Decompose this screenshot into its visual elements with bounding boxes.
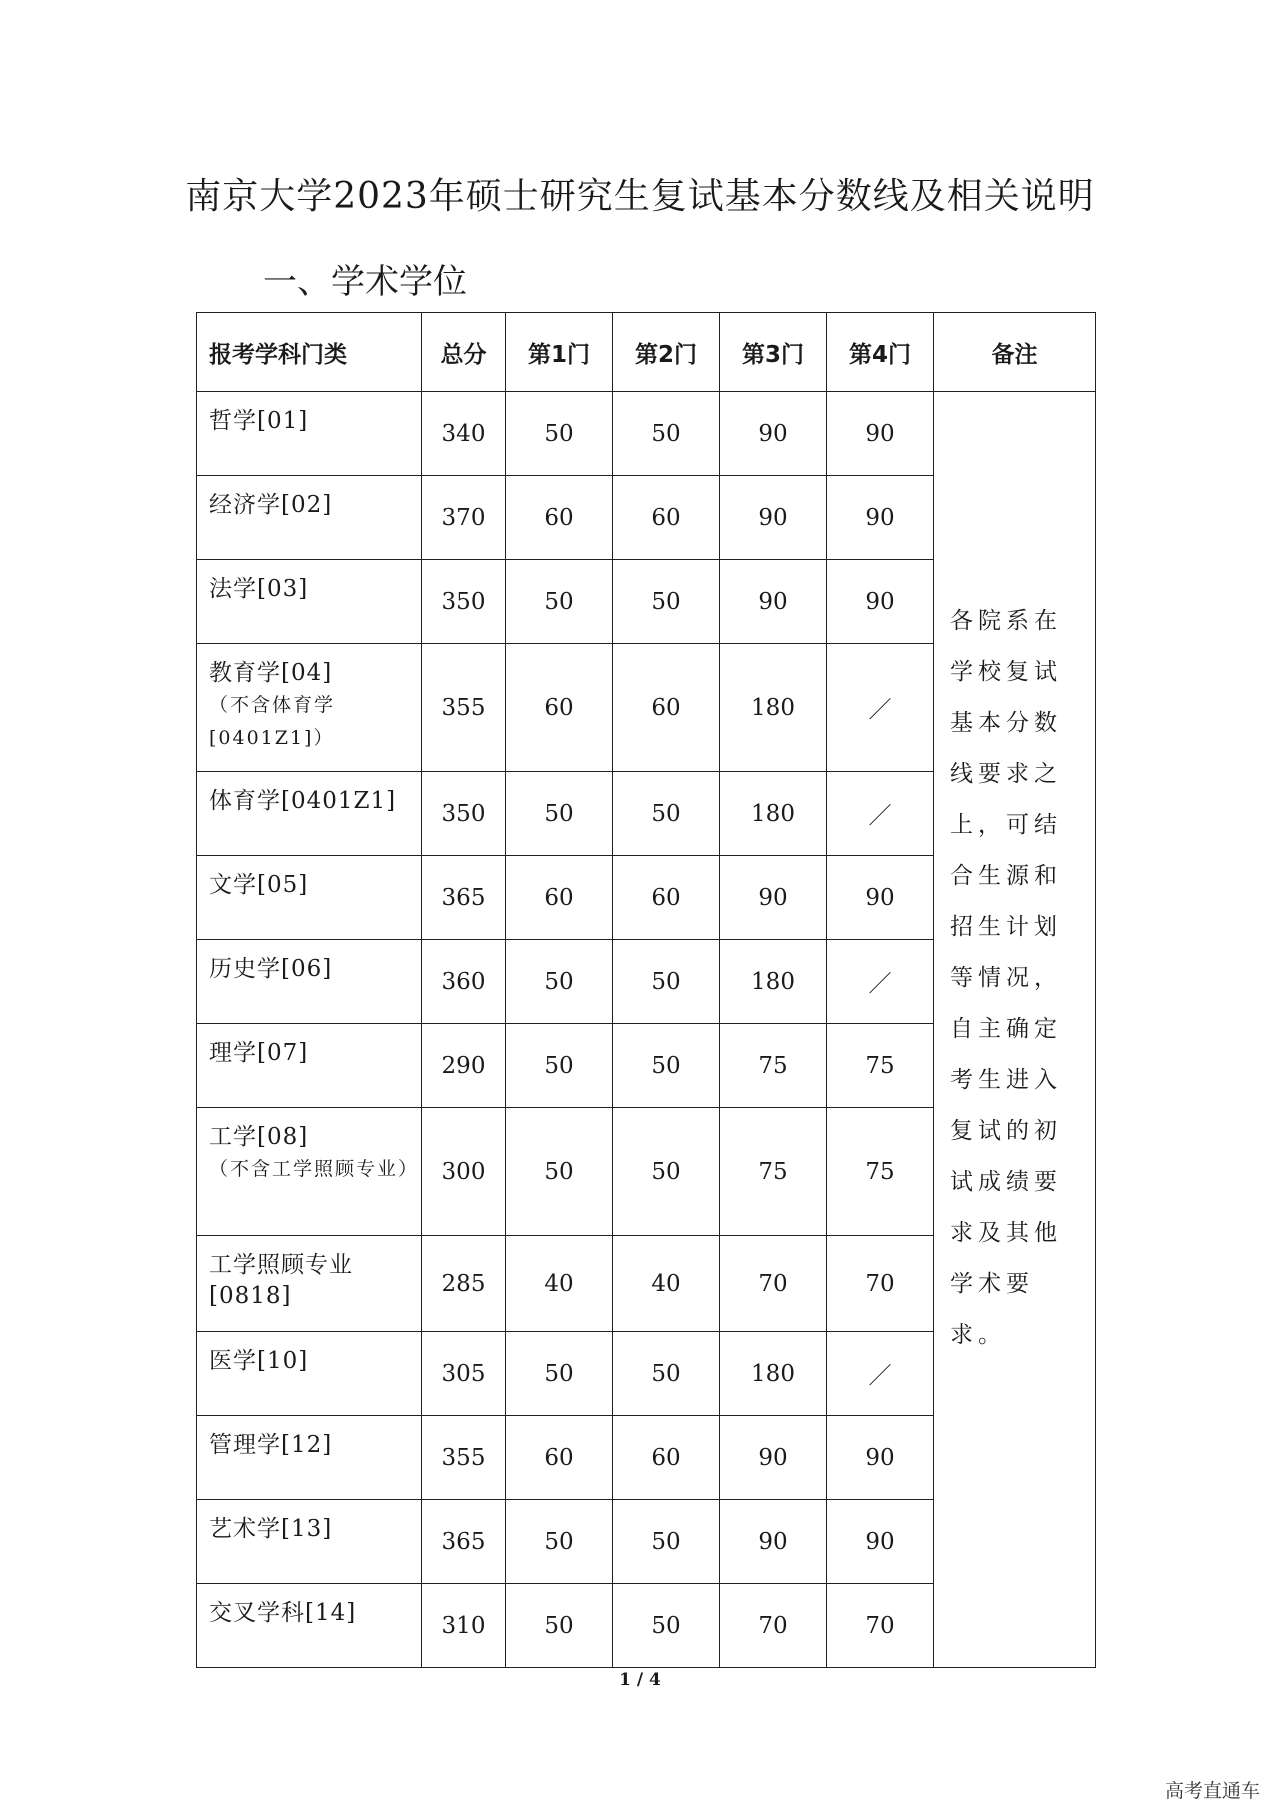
score-cell-s3: 75 bbox=[720, 1024, 827, 1108]
subject-cell bbox=[197, 1024, 422, 1108]
score-cell-total: 310 bbox=[422, 1584, 506, 1668]
score-cell-s2: 50 bbox=[613, 772, 720, 856]
page-number: 1 / 4 bbox=[619, 1670, 661, 1690]
header-subject-2: 第2门 bbox=[613, 313, 720, 392]
score-cell-s1: 50 bbox=[506, 1024, 613, 1108]
score-cell-s4: 70 bbox=[827, 1236, 934, 1332]
score-cell-s4: ／ bbox=[827, 644, 934, 772]
score-cell-total: 350 bbox=[422, 560, 506, 644]
score-cell-s1: 50 bbox=[506, 1584, 613, 1668]
subject-name: 医学[10] bbox=[209, 1348, 309, 1374]
subject-cell bbox=[197, 1500, 422, 1584]
subject-note: （不含体育学[0401Z1]） bbox=[209, 694, 336, 749]
document-title: 南京大学2023年硕士研究生复试基本分数线及相关说明 bbox=[185, 176, 1095, 217]
score-cell-total: 355 bbox=[422, 644, 506, 772]
score-cell-s2: 50 bbox=[613, 1108, 720, 1236]
score-cell-s4: ／ bbox=[827, 1332, 934, 1416]
subject-name: 管理学[12] bbox=[209, 1432, 333, 1458]
table-row bbox=[197, 392, 1096, 476]
subject-name: 体育学[0401Z1] bbox=[209, 788, 397, 814]
header-subject-1: 第1门 bbox=[506, 313, 613, 392]
header-remark: 备注 bbox=[934, 313, 1096, 392]
score-cell-total: 340 bbox=[422, 392, 506, 476]
subject-name: 理学[07] bbox=[209, 1040, 309, 1066]
subject-cell bbox=[197, 1416, 422, 1500]
score-cell-total: 300 bbox=[422, 1108, 506, 1236]
header-total: 总分 bbox=[422, 313, 506, 392]
subject-name: 工学照顾专业[0818] bbox=[209, 1252, 353, 1309]
score-cell-s2: 50 bbox=[613, 1024, 720, 1108]
subject-cell bbox=[197, 772, 422, 856]
score-cell-s2: 50 bbox=[613, 1500, 720, 1584]
score-cell-s3: 90 bbox=[720, 1416, 827, 1500]
score-cell-s1: 50 bbox=[506, 1108, 613, 1236]
score-table bbox=[196, 312, 1096, 1668]
score-cell-total: 285 bbox=[422, 1236, 506, 1332]
score-table-body bbox=[197, 392, 1096, 1668]
score-cell-s1: 50 bbox=[506, 560, 613, 644]
score-cell-s4: 75 bbox=[827, 1108, 934, 1236]
subject-cell bbox=[197, 1584, 422, 1668]
score-cell-s3: 70 bbox=[720, 1236, 827, 1332]
score-cell-s2: 50 bbox=[613, 940, 720, 1024]
watermark-logo: 高考直通车 bbox=[1164, 1780, 1260, 1802]
score-cell-s4: 90 bbox=[827, 1416, 934, 1500]
subject-cell bbox=[197, 392, 422, 476]
score-cell-s4: 70 bbox=[827, 1584, 934, 1668]
subject-name: 教育学[04] bbox=[209, 660, 333, 686]
subject-name: 历史学[06] bbox=[209, 956, 333, 982]
score-cell-s4: 75 bbox=[827, 1024, 934, 1108]
score-cell-total: 365 bbox=[422, 1500, 506, 1584]
subject-cell bbox=[197, 940, 422, 1024]
header-subject: 报考学科门类 bbox=[197, 313, 422, 392]
header-subject-3: 第3门 bbox=[720, 313, 827, 392]
subject-name: 经济学[02] bbox=[209, 492, 333, 518]
score-cell-s3: 70 bbox=[720, 1584, 827, 1668]
score-cell-total: 355 bbox=[422, 1416, 506, 1500]
score-cell-s3: 90 bbox=[720, 392, 827, 476]
subject-cell bbox=[197, 560, 422, 644]
score-cell-s4: 90 bbox=[827, 476, 934, 560]
score-cell-s1: 50 bbox=[506, 392, 613, 476]
score-cell-s2: 50 bbox=[613, 1584, 720, 1668]
subject-cell bbox=[197, 476, 422, 560]
subject-cell bbox=[197, 1332, 422, 1416]
score-cell-s2: 60 bbox=[613, 856, 720, 940]
subject-cell bbox=[197, 1236, 422, 1332]
score-cell-s2: 50 bbox=[613, 392, 720, 476]
score-cell-s1: 60 bbox=[506, 476, 613, 560]
subject-name: 工学[08] bbox=[209, 1124, 309, 1150]
score-cell-s1: 50 bbox=[506, 772, 613, 856]
score-cell-s3: 180 bbox=[720, 644, 827, 772]
score-cell-s3: 180 bbox=[720, 772, 827, 856]
score-cell-s4: 90 bbox=[827, 560, 934, 644]
subject-name: 法学[03] bbox=[209, 576, 309, 602]
score-cell-total: 365 bbox=[422, 856, 506, 940]
score-cell-s2: 50 bbox=[613, 560, 720, 644]
score-cell-s4: 90 bbox=[827, 392, 934, 476]
score-cell-total: 350 bbox=[422, 772, 506, 856]
score-cell-s3: 90 bbox=[720, 856, 827, 940]
score-cell-s3: 75 bbox=[720, 1108, 827, 1236]
score-cell-total: 305 bbox=[422, 1332, 506, 1416]
score-cell-total: 360 bbox=[422, 940, 506, 1024]
score-cell-s2: 60 bbox=[613, 644, 720, 772]
header-subject-4: 第4门 bbox=[827, 313, 934, 392]
score-cell-s1: 50 bbox=[506, 940, 613, 1024]
score-cell-s1: 40 bbox=[506, 1236, 613, 1332]
table-header-row bbox=[197, 313, 1096, 392]
score-cell-s1: 60 bbox=[506, 1416, 613, 1500]
subject-cell bbox=[197, 644, 422, 772]
subject-note: （不含工学照顾专业） bbox=[209, 1158, 420, 1180]
subject-name: 文学[05] bbox=[209, 872, 309, 898]
score-cell-s2: 60 bbox=[613, 1416, 720, 1500]
score-cell-s1: 50 bbox=[506, 1332, 613, 1416]
score-cell-s1: 50 bbox=[506, 1500, 613, 1584]
score-cell-s3: 180 bbox=[720, 1332, 827, 1416]
score-cell-s3: 90 bbox=[720, 560, 827, 644]
section-heading: 一、学术学位 bbox=[263, 262, 467, 302]
score-cell-total: 290 bbox=[422, 1024, 506, 1108]
subject-name: 哲学[01] bbox=[209, 408, 309, 434]
score-cell-s2: 50 bbox=[613, 1332, 720, 1416]
score-cell-s3: 90 bbox=[720, 1500, 827, 1584]
score-cell-total: 370 bbox=[422, 476, 506, 560]
score-cell-s2: 40 bbox=[613, 1236, 720, 1332]
score-cell-s2: 60 bbox=[613, 476, 720, 560]
subject-cell bbox=[197, 1108, 422, 1236]
score-cell-s1: 60 bbox=[506, 856, 613, 940]
remark-cell: 各院系在学校复试基本分数线要求之上，可结合生源和招生计划等情况，自主确定考生进入复试的初试成绩要求及其他学术要求。 bbox=[934, 392, 1096, 1668]
score-cell-s3: 180 bbox=[720, 940, 827, 1024]
score-cell-s1: 60 bbox=[506, 644, 613, 772]
score-cell-s3: 90 bbox=[720, 476, 827, 560]
score-cell-s4: 90 bbox=[827, 856, 934, 940]
subject-cell bbox=[197, 856, 422, 940]
subject-name: 艺术学[13] bbox=[209, 1516, 333, 1542]
score-cell-s4: 90 bbox=[827, 1500, 934, 1584]
score-cell-s4: ／ bbox=[827, 940, 934, 1024]
subject-name: 交叉学科[14] bbox=[209, 1600, 357, 1626]
score-cell-s4: ／ bbox=[827, 772, 934, 856]
